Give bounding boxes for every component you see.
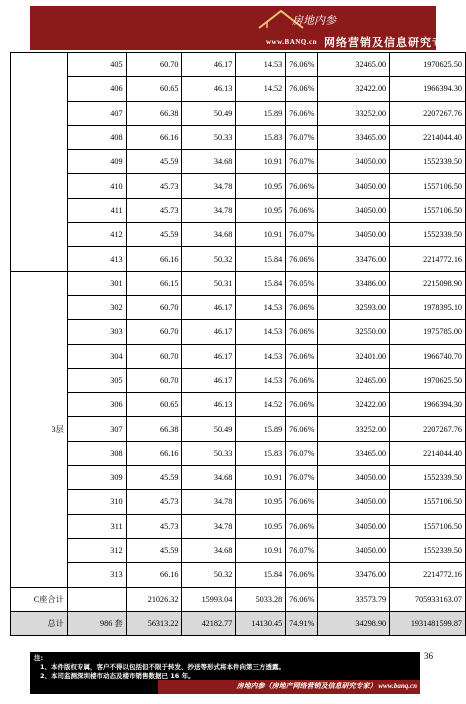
area-ratio-cell: 76.07% (286, 538, 318, 562)
shared-area-cell: 10.95 (236, 174, 286, 198)
inner-area-cell: 50.32 (182, 247, 236, 271)
inner-area-cell: 46.17 (182, 53, 236, 77)
sales-table (10, 52, 466, 636)
inner-area-cell: 46.17 (182, 295, 236, 319)
unit-price-cell: 32422.00 (318, 77, 390, 101)
grand-total-row-price: 34298.90 (318, 611, 390, 635)
grand-total-row-label: 总计 (11, 611, 68, 635)
total-price-cell: 2214772.16 (390, 563, 466, 587)
gross-area-cell: 66.38 (126, 417, 182, 441)
subtotal-row-total: 705933163.07 (390, 587, 466, 611)
total-price-cell: 1978395.10 (390, 295, 466, 319)
gross-area-cell: 66.16 (126, 247, 182, 271)
grand-total-row-total: 1931481599.87 (390, 611, 466, 635)
total-price-cell: 1552339.50 (390, 223, 466, 247)
shared-area-cell: 10.95 (236, 490, 286, 514)
inner-area-cell: 34.78 (182, 514, 236, 538)
area-ratio-cell: 76.06% (286, 53, 318, 77)
header-title: 网络营销及信息研究专家 (324, 37, 456, 49)
gross-area-cell: 60.70 (126, 53, 182, 77)
table-row (11, 150, 466, 174)
subtotal-row-ratio: 76.06% (286, 587, 318, 611)
area-ratio-cell: 76.05% (286, 271, 318, 295)
note-copyright: 1、本件版权专属，客户不得以包括但不限于转发、抄送等形式将本件向第三方透露。 (40, 663, 286, 671)
room-number-cell: 411 (67, 198, 126, 222)
grand-total-row-count: 986 套 (67, 611, 126, 635)
unit-price-cell: 33486.00 (318, 271, 390, 295)
gross-area-cell: 45.59 (126, 223, 182, 247)
inner-area-cell: 46.17 (182, 320, 236, 344)
unit-price-cell: 34050.00 (318, 223, 390, 247)
subtotal-row-label: C座合计 (11, 587, 68, 611)
gross-area-cell: 60.70 (126, 344, 182, 368)
shared-area-cell: 10.91 (236, 466, 286, 490)
area-ratio-cell: 76.06% (286, 247, 318, 271)
gross-area-cell: 45.73 (126, 174, 182, 198)
gross-area-cell: 60.65 (126, 393, 182, 417)
subtotal-row (11, 587, 466, 611)
page-header (30, 6, 456, 50)
gross-area-cell: 66.16 (126, 441, 182, 465)
shared-area-cell: 14.53 (236, 295, 286, 319)
table-row (11, 174, 466, 198)
unit-price-cell: 32550.00 (318, 320, 390, 344)
shared-area-cell: 14.53 (236, 320, 286, 344)
shared-area-cell: 10.95 (236, 514, 286, 538)
area-ratio-cell: 76.06% (286, 77, 318, 101)
table-row (11, 320, 466, 344)
table-row (11, 490, 466, 514)
room-number-cell: 306 (67, 393, 126, 417)
total-price-cell: 2214772.16 (390, 247, 466, 271)
gross-area-cell: 60.65 (126, 77, 182, 101)
inner-area-cell: 50.32 (182, 563, 236, 587)
room-number-cell: 410 (67, 174, 126, 198)
table-row (11, 368, 466, 392)
unit-price-cell: 32465.00 (318, 53, 390, 77)
shared-area-cell: 15.89 (236, 101, 286, 125)
inner-area-cell: 34.68 (182, 538, 236, 562)
total-price-cell: 1966740.70 (390, 344, 466, 368)
total-price-cell: 1970625.50 (390, 368, 466, 392)
table-row (11, 295, 466, 319)
page-number: 36 (424, 651, 433, 661)
shared-area-cell: 10.91 (236, 538, 286, 562)
table-row (11, 53, 466, 77)
grand-total-row (11, 611, 466, 635)
gross-area-cell: 66.15 (126, 271, 182, 295)
total-price-cell: 1552339.50 (390, 538, 466, 562)
logo-url: www.BANQ.cn (266, 38, 318, 46)
unit-price-cell: 33252.00 (318, 101, 390, 125)
total-price-cell: 1557106.50 (390, 514, 466, 538)
inner-area-cell: 46.17 (182, 368, 236, 392)
unit-price-cell: 34050.00 (318, 174, 390, 198)
table-row (11, 125, 466, 149)
table-row (11, 77, 466, 101)
room-number-cell: 313 (67, 563, 126, 587)
shared-area-cell: 10.95 (236, 198, 286, 222)
table-body (11, 53, 466, 636)
grand-total-row-area: 56313.22 (126, 611, 182, 635)
subtotal-row-count (67, 587, 126, 611)
gross-area-cell: 66.38 (126, 101, 182, 125)
table-row (11, 538, 466, 562)
shared-area-cell: 15.83 (236, 125, 286, 149)
logo-text: 房地内参 (292, 15, 336, 27)
room-number-cell: 301 (67, 271, 126, 295)
unit-price-cell: 33465.00 (318, 125, 390, 149)
total-price-cell: 1966394.30 (390, 393, 466, 417)
shared-area-cell: 14.53 (236, 53, 286, 77)
area-ratio-cell: 76.06% (286, 320, 318, 344)
area-ratio-cell: 76.06% (286, 490, 318, 514)
total-price-cell: 2214044.40 (390, 125, 466, 149)
table-row (11, 198, 466, 222)
table-row (11, 271, 466, 295)
room-number-cell: 408 (67, 125, 126, 149)
shared-area-cell: 14.52 (236, 393, 286, 417)
unit-price-cell: 34050.00 (318, 150, 390, 174)
total-price-cell: 1970625.50 (390, 53, 466, 77)
unit-price-cell: 32401.00 (318, 344, 390, 368)
table-row (11, 101, 466, 125)
footer-notes (30, 652, 420, 694)
inner-area-cell: 50.49 (182, 101, 236, 125)
area-ratio-cell: 76.07% (286, 466, 318, 490)
area-ratio-cell: 76.06% (286, 295, 318, 319)
inner-area-cell: 34.78 (182, 490, 236, 514)
unit-price-cell: 33476.00 (318, 247, 390, 271)
area-ratio-cell: 76.06% (286, 101, 318, 125)
gross-area-cell: 45.59 (126, 538, 182, 562)
inner-area-cell: 50.33 (182, 125, 236, 149)
area-ratio-cell: 76.07% (286, 125, 318, 149)
unit-price-cell: 32593.00 (318, 295, 390, 319)
inner-area-cell: 34.68 (182, 223, 236, 247)
table-row (11, 247, 466, 271)
inner-area-cell: 34.68 (182, 150, 236, 174)
unit-price-cell: 34050.00 (318, 538, 390, 562)
total-price-cell: 2207267.76 (390, 101, 466, 125)
unit-price-cell: 34050.00 (318, 514, 390, 538)
footer-brand: 房地内参（房地产网络营销及信息研究专家） www.banq.cn (236, 682, 417, 690)
subtotal-row-price: 33573.79 (318, 587, 390, 611)
table-row (11, 441, 466, 465)
shared-area-cell: 15.83 (236, 441, 286, 465)
gross-area-cell: 45.59 (126, 466, 182, 490)
area-ratio-cell: 76.06% (286, 344, 318, 368)
unit-price-cell: 34050.00 (318, 198, 390, 222)
total-price-cell: 1557106.50 (390, 198, 466, 222)
unit-price-cell: 32465.00 (318, 368, 390, 392)
floor-cell-4 (11, 53, 68, 272)
total-price-cell: 1557106.50 (390, 490, 466, 514)
table-row (11, 393, 466, 417)
gross-area-cell: 66.16 (126, 563, 182, 587)
area-ratio-cell: 76.06% (286, 368, 318, 392)
room-number-cell: 310 (67, 490, 126, 514)
room-number-cell: 302 (67, 295, 126, 319)
area-ratio-cell: 76.07% (286, 441, 318, 465)
total-price-cell: 2214044.40 (390, 441, 466, 465)
room-number-cell: 307 (67, 417, 126, 441)
area-ratio-cell: 76.07% (286, 150, 318, 174)
grand-total-row-inner: 42182.77 (182, 611, 236, 635)
area-ratio-cell: 76.06% (286, 563, 318, 587)
gross-area-cell: 45.73 (126, 490, 182, 514)
total-price-cell: 1552339.50 (390, 466, 466, 490)
room-number-cell: 405 (67, 53, 126, 77)
area-ratio-cell: 76.07% (286, 223, 318, 247)
gross-area-cell: 66.16 (126, 125, 182, 149)
unit-price-cell: 33465.00 (318, 441, 390, 465)
note-title: 注: (34, 654, 44, 662)
shared-area-cell: 15.84 (236, 247, 286, 271)
note-monitoring: 2、本司监测深圳楼市动态及楼市销售数据已 16 年。 (40, 672, 195, 680)
shared-area-cell: 14.53 (236, 368, 286, 392)
inner-area-cell: 46.17 (182, 344, 236, 368)
table-row (11, 563, 466, 587)
room-number-cell: 406 (67, 77, 126, 101)
inner-area-cell: 34.78 (182, 174, 236, 198)
shared-area-cell: 10.91 (236, 223, 286, 247)
shared-area-cell: 10.91 (236, 150, 286, 174)
inner-area-cell: 50.49 (182, 417, 236, 441)
gross-area-cell: 45.73 (126, 198, 182, 222)
unit-price-cell: 33476.00 (318, 563, 390, 587)
room-number-cell: 309 (67, 466, 126, 490)
area-ratio-cell: 76.06% (286, 198, 318, 222)
unit-price-cell: 34050.00 (318, 490, 390, 514)
inner-area-cell: 34.78 (182, 198, 236, 222)
total-price-cell: 2207267.76 (390, 417, 466, 441)
area-ratio-cell: 76.06% (286, 417, 318, 441)
shared-area-cell: 15.84 (236, 563, 286, 587)
shared-area-cell: 14.52 (236, 77, 286, 101)
gross-area-cell: 60.70 (126, 320, 182, 344)
subtotal-row-area: 21026.32 (126, 587, 182, 611)
room-number-cell: 413 (67, 247, 126, 271)
grand-total-row-shared: 14130.45 (236, 611, 286, 635)
table-row (11, 466, 466, 490)
room-number-cell: 311 (67, 514, 126, 538)
inner-area-cell: 46.13 (182, 393, 236, 417)
total-price-cell: 1966394.30 (390, 77, 466, 101)
grand-total-row-ratio: 74.91% (286, 611, 318, 635)
room-number-cell: 312 (67, 538, 126, 562)
area-ratio-cell: 76.06% (286, 514, 318, 538)
unit-price-cell: 32422.00 (318, 393, 390, 417)
gross-area-cell: 45.59 (126, 150, 182, 174)
inner-area-cell: 46.13 (182, 77, 236, 101)
table-row (11, 223, 466, 247)
floor-label-3: 3层 (11, 271, 68, 587)
gross-area-cell: 60.70 (126, 368, 182, 392)
unit-price-cell: 33252.00 (318, 417, 390, 441)
shared-area-cell: 14.53 (236, 344, 286, 368)
area-ratio-cell: 76.06% (286, 393, 318, 417)
total-price-cell: 2215098.90 (390, 271, 466, 295)
inner-area-cell: 50.31 (182, 271, 236, 295)
unit-price-cell: 34050.00 (318, 466, 390, 490)
total-price-cell: 1557106.50 (390, 174, 466, 198)
gross-area-cell: 60.70 (126, 295, 182, 319)
total-price-cell: 1975785.00 (390, 320, 466, 344)
table-row (11, 417, 466, 441)
room-number-cell: 305 (67, 368, 126, 392)
gross-area-cell: 45.73 (126, 514, 182, 538)
room-number-cell: 308 (67, 441, 126, 465)
inner-area-cell: 50.33 (182, 441, 236, 465)
area-ratio-cell: 76.06% (286, 174, 318, 198)
shared-area-cell: 15.84 (236, 271, 286, 295)
total-price-cell: 1552339.50 (390, 150, 466, 174)
table-row (11, 514, 466, 538)
subtotal-row-inner: 15993.04 (182, 587, 236, 611)
room-number-cell: 407 (67, 101, 126, 125)
shared-area-cell: 15.89 (236, 417, 286, 441)
subtotal-row-shared: 5033.28 (236, 587, 286, 611)
inner-area-cell: 34.68 (182, 466, 236, 490)
room-number-cell: 303 (67, 320, 126, 344)
room-number-cell: 409 (67, 150, 126, 174)
room-number-cell: 304 (67, 344, 126, 368)
table-row (11, 344, 466, 368)
room-number-cell: 412 (67, 223, 126, 247)
